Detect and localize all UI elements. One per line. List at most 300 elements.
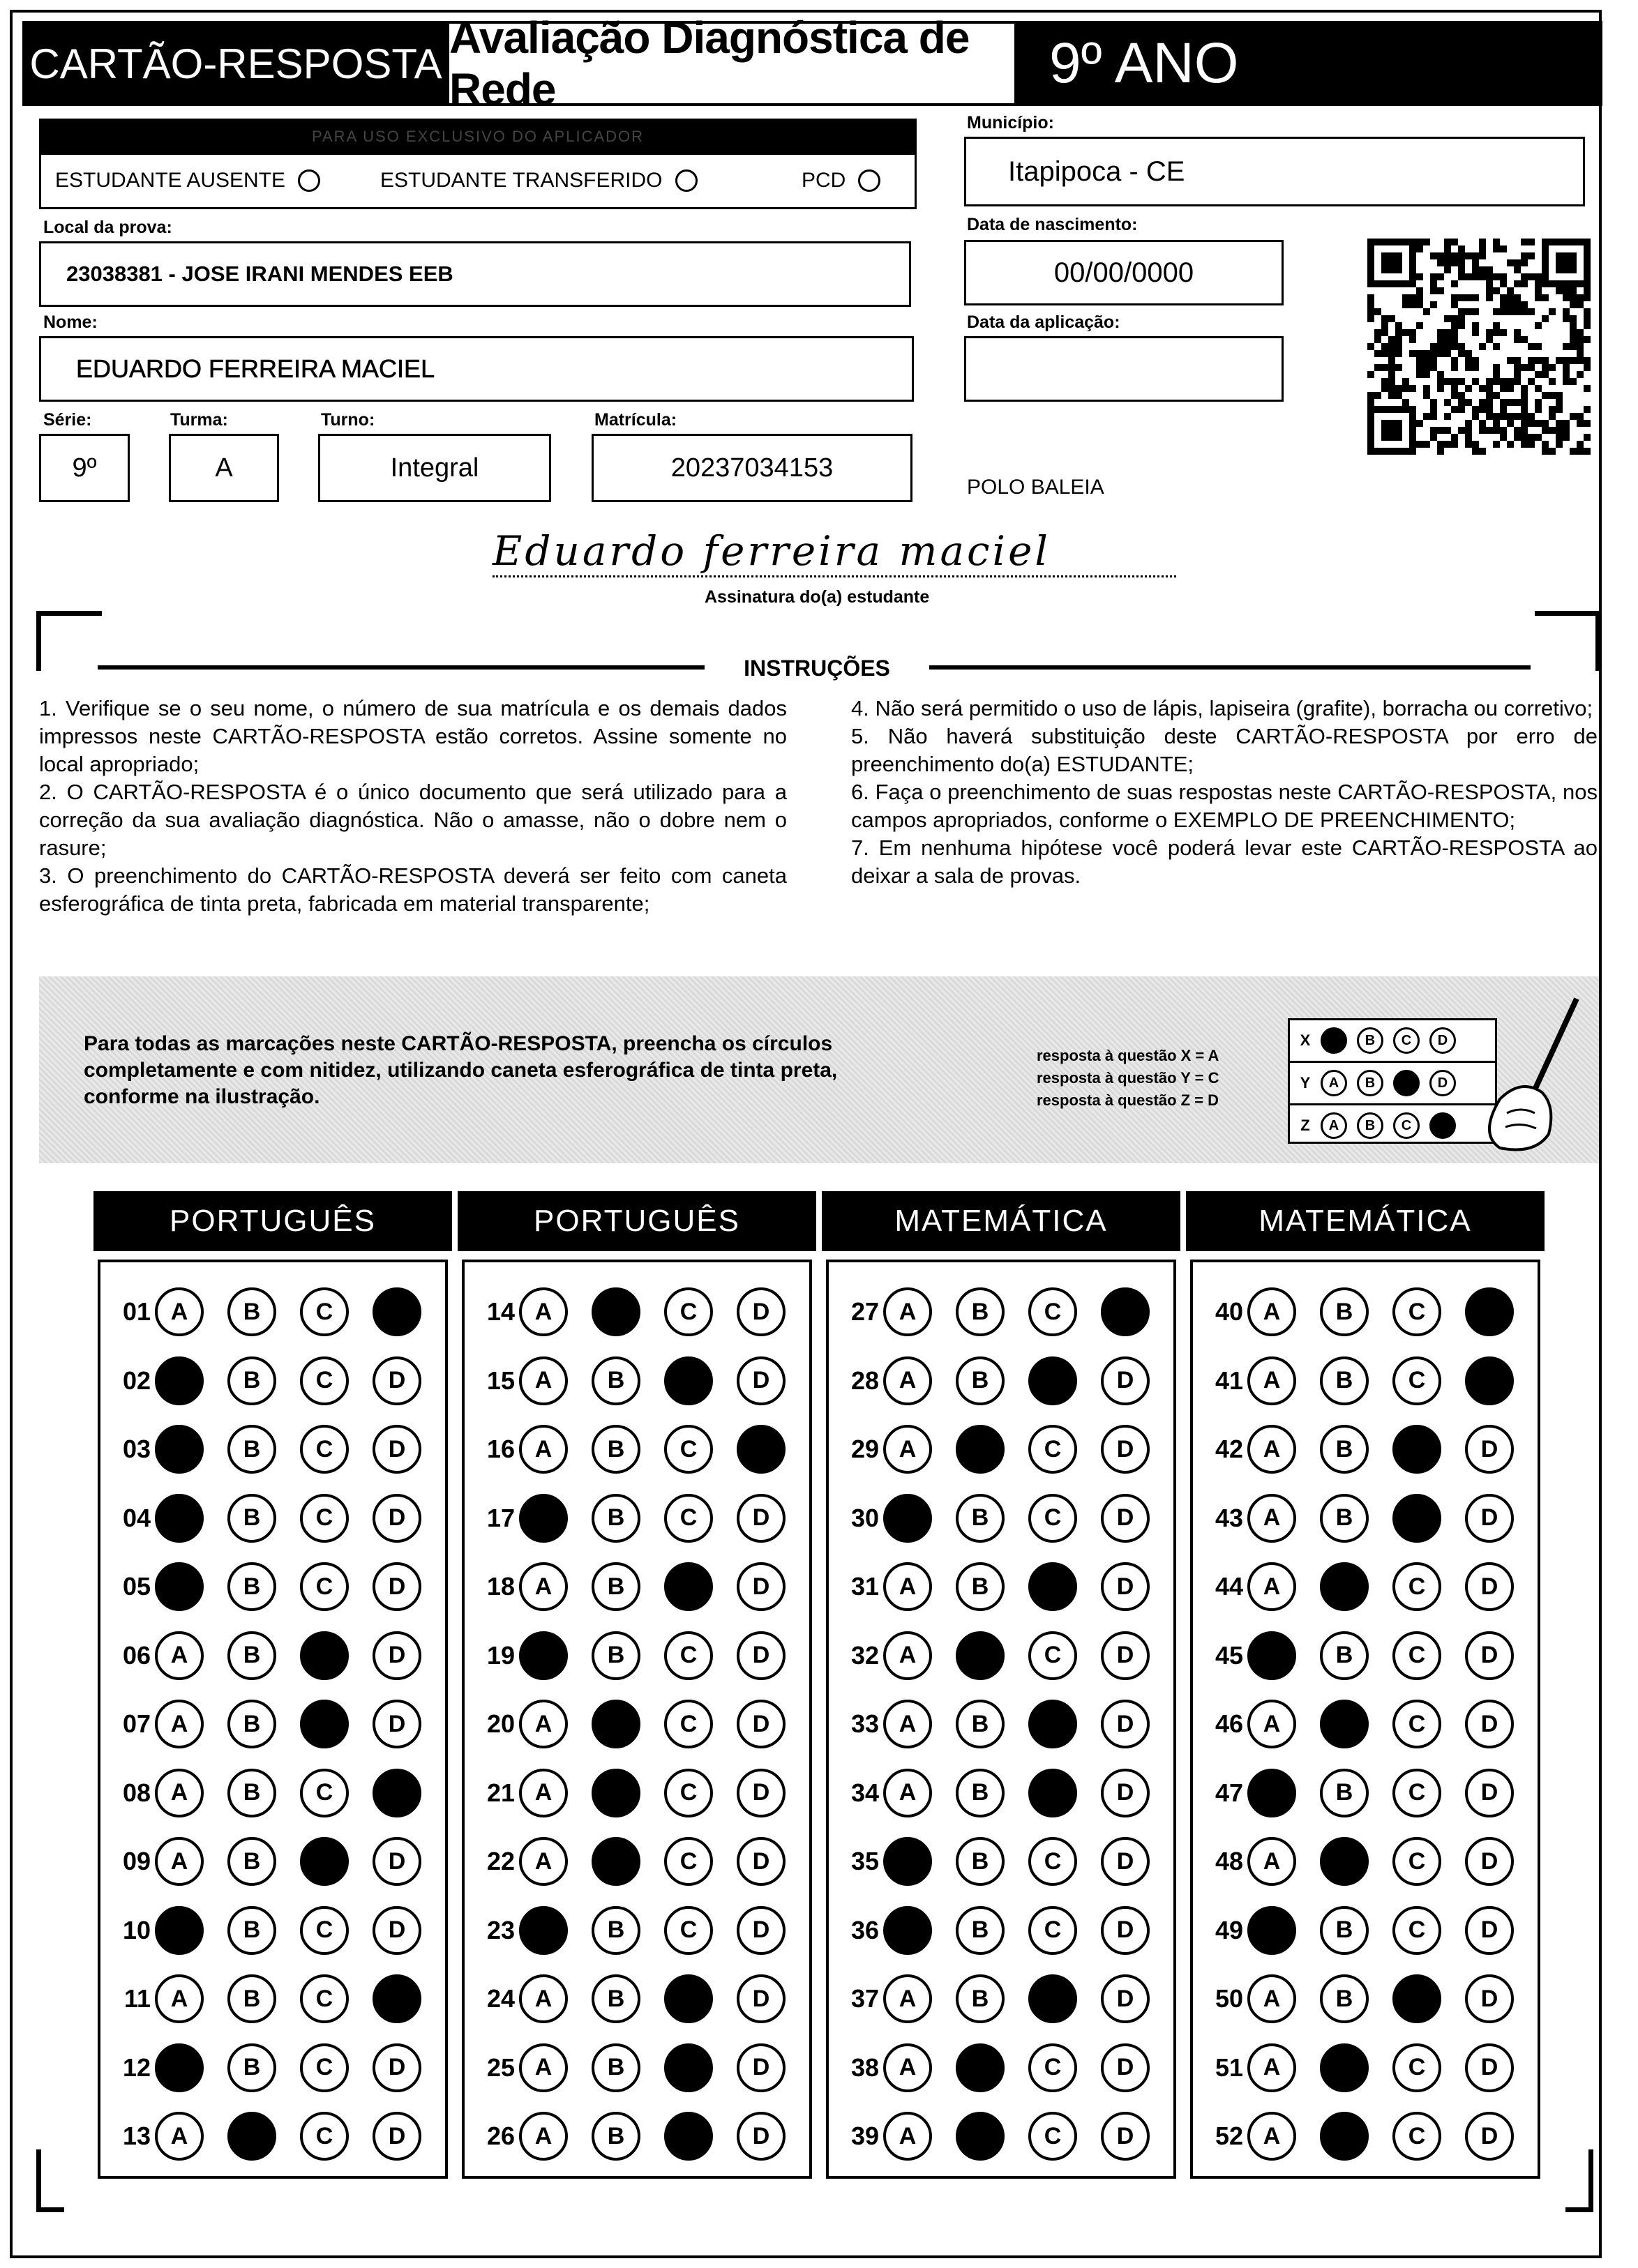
answer-bubble-d[interactable]: D (373, 2043, 421, 2092)
answer-bubble-a[interactable]: A (1247, 1356, 1296, 1405)
answer-bubble-c[interactable]: C (300, 1769, 349, 1817)
answer-bubble-d[interactable]: D (1101, 1700, 1150, 1748)
answer-bubble-d[interactable]: D (1101, 1356, 1150, 1405)
answer-bubble-a[interactable]: A (155, 1631, 204, 1680)
answer-row (1193, 1415, 1538, 1483)
example-text: Para todas as marcações neste CARTÃO-RESPOSTA, preencha os círculos completamente e com nitidez, utilizando caneta esferográfica de tinta preta, conforme na ilustração. (84, 1032, 838, 1108)
answer-bubble-c[interactable] (664, 1356, 713, 1405)
answer-row (100, 1484, 445, 1552)
answer-bubble-b[interactable]: B (956, 1562, 1005, 1611)
question-number: 20 (486, 1709, 515, 1738)
answer-bubble-c[interactable]: C (300, 2043, 349, 2092)
answer-bubble-b[interactable]: B (1320, 1769, 1369, 1817)
answer-bubble-c[interactable]: C (1392, 1700, 1441, 1748)
answer-bubble-d[interactable]: D (737, 1494, 786, 1543)
question-number: 39 (850, 2122, 879, 2150)
answer-column (1190, 1260, 1540, 2179)
instruction-6: 6. Faça o preenchimento de suas respostas neste CARTÃO-RESPOSTA, nos campos apropriados, conforme o EXEMPLO DE PREENCHIMENTO; (851, 780, 1598, 832)
answer-bubble-c[interactable]: C (664, 1837, 713, 1886)
answer-bubble-a[interactable]: A (519, 1837, 568, 1886)
answer-row (1193, 1690, 1538, 1758)
pen-hand-icon (1479, 995, 1584, 1155)
answer-bubble-d[interactable]: D (373, 1700, 421, 1748)
answer-bubble-b[interactable]: B (592, 1631, 640, 1680)
answer-bubble-d[interactable]: D (1465, 1906, 1514, 1955)
answer-bubble-d[interactable]: D (1101, 1425, 1150, 1474)
answer-bubble-d[interactable]: D (737, 1562, 786, 1611)
instructions-left (39, 695, 787, 918)
answer-bubble-d[interactable] (373, 1287, 421, 1336)
answer-bubble-a[interactable]: A (883, 1974, 932, 2023)
instructions-title: INSTRUÇÕES (744, 656, 890, 681)
answer-bubble-d[interactable]: D (1465, 1700, 1514, 1748)
answer-bubble-a[interactable] (883, 1494, 932, 1543)
answer-row (1193, 1484, 1538, 1552)
answer-bubble-c[interactable]: C (1028, 1287, 1077, 1336)
signature-label: Assinatura do(a) estudante (705, 587, 930, 607)
answer-bubble-d[interactable] (737, 1425, 786, 1474)
answer-bubble-d[interactable]: D (373, 1562, 421, 1611)
answer-bubble-c[interactable] (1028, 1562, 1077, 1611)
answer-bubble-a[interactable] (519, 1631, 568, 1680)
answer-bubble-d[interactable]: D (1101, 1837, 1150, 1886)
answer-bubble-c[interactable]: C (1392, 1906, 1441, 1955)
answer-bubble-d[interactable]: D (1465, 1494, 1514, 1543)
answer-bubble-c[interactable]: C (1028, 1631, 1077, 1680)
question-number: 02 (122, 1366, 151, 1395)
question-number: 42 (1215, 1435, 1243, 1463)
answer-bubble-b[interactable] (227, 2112, 276, 2161)
answer-bubble-a[interactable]: A (155, 1287, 204, 1336)
answer-bubble-a[interactable]: A (883, 1631, 932, 1680)
answer-row (465, 1827, 809, 1896)
answer-bubble-c[interactable]: C (300, 1494, 349, 1543)
answer-bubble-b[interactable]: B (227, 1494, 276, 1543)
answer-bubble-d[interactable] (1465, 1287, 1514, 1336)
answer-bubble-c[interactable]: C (1028, 1837, 1077, 1886)
question-number: 46 (1215, 1709, 1243, 1738)
question-number: 37 (850, 1984, 879, 2013)
answer-bubble-d[interactable] (1101, 1287, 1150, 1336)
answer-bubble-d[interactable]: D (737, 1287, 786, 1336)
answer-bubble-a[interactable]: A (883, 1356, 932, 1405)
answer-bubble-c[interactable] (1028, 1769, 1077, 1817)
answer-bubble-b[interactable]: B (227, 2043, 276, 2092)
question-number: 03 (122, 1435, 151, 1463)
answer-bubble-b[interactable]: B (956, 1700, 1005, 1748)
answer-bubble-c[interactable]: C (300, 1287, 349, 1336)
answer-bubble-c[interactable] (664, 2112, 713, 2161)
answer-bubble-c[interactable] (300, 1700, 349, 1748)
answer-bubble-b[interactable] (1320, 2043, 1369, 2092)
answer-bubble-c[interactable]: C (664, 1494, 713, 1543)
answer-bubble-a[interactable]: A (1247, 1837, 1296, 1886)
answer-bubble-c[interactable] (664, 1974, 713, 2023)
question-number: 34 (850, 1778, 879, 1807)
answer-row (1193, 2034, 1538, 2102)
instructions-right (851, 695, 1598, 890)
application-date-label: Data da aplicação: (967, 312, 1120, 332)
answer-bubble-b[interactable] (592, 1837, 640, 1886)
answer-bubble-d[interactable]: D (373, 1837, 421, 1886)
question-number: 14 (486, 1297, 515, 1326)
answer-bubble-b[interactable]: B (592, 1974, 640, 2023)
answer-row (829, 1552, 1173, 1621)
question-number: 41 (1215, 1366, 1243, 1395)
example-bubble (1393, 1070, 1420, 1096)
answer-bubble-d[interactable]: D (373, 1906, 421, 1955)
question-number: 45 (1215, 1640, 1243, 1670)
answer-bubble-b[interactable]: B (956, 1494, 1005, 1543)
turno-field: Integral (318, 434, 551, 502)
answer-bubble-c[interactable]: C (1028, 1906, 1077, 1955)
answer-row (465, 1621, 809, 1690)
answer-bubble-a[interactable] (519, 1494, 568, 1543)
answer-bubble-d[interactable]: D (1101, 1906, 1150, 1955)
answer-bubble-d[interactable]: D (1101, 2043, 1150, 2092)
answer-bubble-b[interactable]: B (592, 1562, 640, 1611)
answer-bubble-b[interactable] (592, 1769, 640, 1817)
answer-column (826, 1260, 1176, 2179)
answer-bubble-a[interactable]: A (155, 1974, 204, 2023)
answer-row (829, 1278, 1173, 1346)
question-number: 21 (486, 1778, 515, 1807)
answer-bubble-d[interactable]: D (737, 1700, 786, 1748)
answer-bubble-d[interactable]: D (1101, 2112, 1150, 2161)
answer-bubble-d[interactable]: D (1101, 1974, 1150, 2023)
answer-bubble-d[interactable]: D (1465, 1425, 1514, 1474)
answer-bubble-c[interactable] (300, 1631, 349, 1680)
answer-row (829, 1484, 1173, 1552)
absent-label: ESTUDANTE AUSENTE (55, 169, 286, 192)
answer-bubble-d[interactable]: D (1101, 1631, 1150, 1680)
answer-bubble-a[interactable]: A (519, 1562, 568, 1611)
answer-bubble-b[interactable] (956, 2112, 1005, 2161)
answer-bubble-d[interactable] (373, 1769, 421, 1817)
answer-bubble-c[interactable]: C (1392, 2112, 1441, 2161)
answer-bubble-a[interactable]: A (519, 2112, 568, 2161)
answer-bubble-b[interactable]: B (1320, 1494, 1369, 1543)
answer-bubble-c[interactable]: C (1392, 2043, 1441, 2092)
answer-bubble-d[interactable]: D (737, 1769, 786, 1817)
answer-bubble-b[interactable] (956, 1425, 1005, 1474)
answer-bubble-a[interactable]: A (519, 1769, 568, 1817)
example-bubble: C (1393, 1112, 1420, 1139)
answer-bubble-a[interactable]: A (519, 1974, 568, 2023)
answer-bubble-c[interactable] (1392, 1974, 1441, 2023)
answer-bubble-c[interactable]: C (1392, 1287, 1441, 1336)
answer-bubble-a[interactable] (155, 1562, 204, 1611)
answer-bubble-a[interactable] (883, 1837, 932, 1886)
question-number: 33 (850, 1709, 879, 1738)
answer-bubble-c[interactable]: C (664, 1700, 713, 1748)
answer-bubble-c[interactable]: C (1392, 1562, 1441, 1611)
answer-bubble-b[interactable]: B (227, 1769, 276, 1817)
example-bubble: A (1321, 1112, 1347, 1139)
answer-bubble-d[interactable]: D (1101, 1494, 1150, 1543)
subject-header: PORTUGUÊS (458, 1191, 816, 1251)
answer-bubble-a[interactable] (155, 1356, 204, 1405)
answer-bubble-a[interactable] (1247, 1906, 1296, 1955)
answer-bubble-a[interactable]: A (155, 1837, 204, 1886)
answer-bubble-b[interactable]: B (1320, 1631, 1369, 1680)
answer-bubble-c[interactable]: C (664, 1425, 713, 1474)
answer-bubble-b[interactable]: B (956, 1287, 1005, 1336)
answer-bubble-c[interactable]: C (300, 1906, 349, 1955)
answer-bubble-d[interactable]: D (1465, 1769, 1514, 1817)
answer-bubble-c[interactable] (664, 1562, 713, 1611)
answer-bubble-d[interactable]: D (1465, 1974, 1514, 2023)
corner-top-right (1535, 611, 1600, 671)
answer-bubble-b[interactable]: B (592, 1494, 640, 1543)
answer-bubble-a[interactable]: A (883, 2112, 932, 2161)
answer-bubble-c[interactable]: C (1028, 1494, 1077, 1543)
answer-bubble-a[interactable]: A (883, 1562, 932, 1611)
answer-bubble-d[interactable]: D (373, 1494, 421, 1543)
question-number: 13 (122, 2122, 151, 2150)
answer-bubble-b[interactable]: B (227, 1700, 276, 1748)
answer-bubble-c[interactable]: C (1028, 1425, 1077, 1474)
answer-bubble-b[interactable] (592, 1287, 640, 1336)
local-label: Local da prova: (43, 218, 172, 237)
answer-bubble-b[interactable] (956, 1631, 1005, 1680)
answer-bubble-b[interactable]: B (956, 1769, 1005, 1817)
pcd-option[interactable] (802, 169, 880, 192)
serie-label: Série: (43, 410, 92, 430)
answer-bubble-b[interactable] (956, 2043, 1005, 2092)
answer-bubble-d[interactable]: D (1465, 1631, 1514, 1680)
answer-bubble-d[interactable]: D (1101, 1562, 1150, 1611)
answer-bubble-d[interactable]: D (737, 2112, 786, 2161)
answer-bubble-b[interactable]: B (1320, 1356, 1369, 1405)
answer-bubble-b[interactable]: B (956, 1837, 1005, 1886)
answer-bubble-d[interactable]: D (1465, 1837, 1514, 1886)
answer-bubble-c[interactable]: C (664, 1769, 713, 1817)
answer-bubble-c[interactable]: C (1028, 2043, 1077, 2092)
answer-bubble-c[interactable]: C (1392, 1769, 1441, 1817)
answer-bubble-d[interactable]: D (737, 2043, 786, 2092)
answer-bubble-b[interactable]: B (1320, 1287, 1369, 1336)
answer-row (465, 1278, 809, 1346)
answer-bubble-a[interactable] (1247, 1769, 1296, 1817)
answer-row (1193, 1896, 1538, 1965)
question-number: 40 (1215, 1297, 1243, 1326)
answer-bubble-d[interactable]: D (737, 1356, 786, 1405)
answer-bubble-d[interactable]: D (737, 1974, 786, 2023)
answer-row (829, 1896, 1173, 1965)
answer-bubble-c[interactable]: C (1392, 1631, 1441, 1680)
answer-bubble-b[interactable] (592, 1700, 640, 1748)
example-bubble: B (1357, 1112, 1383, 1139)
pcd-label: PCD (802, 169, 846, 192)
answer-bubble-a[interactable] (155, 2043, 204, 2092)
municipio-label: Município: (967, 113, 1054, 133)
corner-bottom-left (36, 2149, 64, 2212)
answer-bubble-a[interactable] (155, 1494, 204, 1543)
answer-bubble-c[interactable]: C (300, 1974, 349, 2023)
applicator-bar: PARA USO EXCLUSIVO DO APLICADOR (39, 119, 917, 155)
example-question-label: X (1300, 1031, 1311, 1049)
answer-bubble-c[interactable]: C (300, 1356, 349, 1405)
transferred-option[interactable] (380, 169, 698, 192)
answer-bubble-c[interactable]: C (300, 1562, 349, 1611)
instruction-3: 3. O preenchimento do CARTÃO-RESPOSTA deverá ser feito com caneta esferográfica de tinta preta, fabricada em material transparente; (39, 863, 787, 916)
answer-bubble-a[interactable] (519, 1906, 568, 1955)
question-number: 16 (486, 1435, 515, 1463)
answer-bubble-a[interactable] (1247, 1631, 1296, 1680)
answer-row (465, 1347, 809, 1415)
answer-bubble-a[interactable]: A (519, 1287, 568, 1336)
answer-bubble-a[interactable]: A (1247, 1494, 1296, 1543)
answer-bubble-b[interactable]: B (227, 1562, 276, 1611)
answer-bubble-b[interactable]: B (956, 1906, 1005, 1955)
answer-bubble-c[interactable]: C (300, 1425, 349, 1474)
question-number: 15 (486, 1366, 515, 1395)
answer-bubble-b[interactable]: B (1320, 1425, 1369, 1474)
turma-label: Turma: (170, 410, 228, 430)
header-exam-name: Avaliação Diagnóstica de Rede (449, 21, 1014, 106)
answer-bubble-c[interactable]: C (1392, 1356, 1441, 1405)
answer-bubble-b[interactable] (1320, 1562, 1369, 1611)
answer-bubble-c[interactable] (664, 2043, 713, 2092)
answer-bubble-a[interactable]: A (883, 1700, 932, 1748)
answer-bubble-d[interactable]: D (1101, 1769, 1150, 1817)
question-number: 23 (486, 1915, 515, 1944)
application-date-field[interactable] (964, 336, 1284, 402)
answer-bubble-a[interactable]: A (155, 1769, 204, 1817)
question-number: 24 (486, 1984, 515, 2013)
question-number: 32 (850, 1640, 879, 1670)
transferred-checkbox[interactable] (675, 169, 698, 192)
answer-bubble-d[interactable]: D (737, 1631, 786, 1680)
question-number: 11 (123, 1984, 151, 2013)
answer-bubble-c[interactable] (1028, 1356, 1077, 1405)
answer-bubble-d[interactable]: D (373, 2112, 421, 2161)
answer-row (465, 2034, 809, 2102)
answer-bubble-d[interactable]: D (373, 1356, 421, 1405)
answer-bubble-a[interactable] (155, 1906, 204, 1955)
answer-bubble-c[interactable] (1392, 1494, 1441, 1543)
answer-bubble-b[interactable]: B (227, 1287, 276, 1336)
header-grade: 9º ANO (1049, 31, 1239, 95)
answer-bubble-d[interactable]: D (737, 1906, 786, 1955)
answer-bubble-c[interactable]: C (300, 2112, 349, 2161)
answer-bubble-b[interactable]: B (956, 1974, 1005, 2023)
answer-bubble-a[interactable]: A (1247, 1700, 1296, 1748)
answer-bubble-a[interactable]: A (883, 1425, 932, 1474)
answer-bubble-a[interactable] (883, 1906, 932, 1955)
answer-bubble-b[interactable]: B (227, 1356, 276, 1405)
answer-bubble-c[interactable] (1392, 1425, 1441, 1474)
answer-bubble-c[interactable] (1028, 1700, 1077, 1748)
answer-bubble-a[interactable]: A (519, 1425, 568, 1474)
answer-bubble-a[interactable]: A (155, 2112, 204, 2161)
answer-bubble-b[interactable]: B (227, 1837, 276, 1886)
answer-bubble-b[interactable] (1320, 1837, 1369, 1886)
answer-bubble-b[interactable]: B (227, 1425, 276, 1474)
answer-bubble-b[interactable]: B (1320, 1974, 1369, 2023)
answer-row (829, 1759, 1173, 1827)
answer-bubble-c[interactable] (300, 1837, 349, 1886)
question-number: 36 (850, 1915, 879, 1944)
answer-bubble-b[interactable] (1320, 2112, 1369, 2161)
answer-bubble-b[interactable]: B (227, 1906, 276, 1955)
question-number: 17 (486, 1503, 515, 1532)
answer-bubble-a[interactable]: A (155, 1700, 204, 1748)
answer-bubble-a[interactable]: A (883, 1769, 932, 1817)
name-label: Nome: (43, 312, 98, 332)
example-label-y: resposta à questão Y = C (1037, 1069, 1219, 1087)
answer-bubble-c[interactable]: C (664, 1631, 713, 1680)
answer-bubble-c[interactable] (1028, 1974, 1077, 2023)
question-number: 29 (850, 1435, 879, 1463)
header-title: CARTÃO-RESPOSTA (29, 40, 442, 87)
answer-bubble-d[interactable]: D (1465, 1562, 1514, 1611)
answer-bubble-d[interactable]: D (373, 1631, 421, 1680)
answer-bubble-b[interactable]: B (227, 1974, 276, 2023)
answer-row (100, 2034, 445, 2102)
answer-bubble-a[interactable]: A (519, 1700, 568, 1748)
answer-bubble-b[interactable]: B (592, 1356, 640, 1405)
answer-bubble-a[interactable] (155, 1425, 204, 1474)
answer-bubble-b[interactable]: B (956, 1356, 1005, 1405)
answer-bubble-d[interactable]: D (1465, 2043, 1514, 2092)
answer-bubble-a[interactable]: A (519, 2043, 568, 2092)
answer-bubble-a[interactable]: A (519, 1356, 568, 1405)
question-number: 49 (1215, 1915, 1243, 1944)
answer-bubble-a[interactable]: A (1247, 1562, 1296, 1611)
answer-bubble-d[interactable] (1465, 1356, 1514, 1405)
question-number: 26 (486, 2122, 515, 2150)
answer-bubble-a[interactable]: A (883, 1287, 932, 1336)
answer-bubble-b[interactable]: B (227, 1631, 276, 1680)
answer-column (462, 1260, 812, 2179)
answer-bubble-b[interactable] (1320, 1700, 1369, 1748)
answer-row (100, 1415, 445, 1483)
question-number: 07 (122, 1709, 151, 1738)
example-bubble: B (1357, 1027, 1383, 1054)
answer-bubble-c[interactable]: C (1392, 1837, 1441, 1886)
example-row (1290, 1063, 1495, 1105)
question-number: 06 (122, 1640, 151, 1670)
question-number: 08 (122, 1778, 151, 1807)
answer-bubble-b[interactable]: B (592, 2043, 640, 2092)
answer-row (829, 1827, 1173, 1896)
answer-bubble-b[interactable]: B (592, 1425, 640, 1474)
answer-bubble-a[interactable]: A (1247, 1974, 1296, 2023)
answer-bubble-b[interactable]: B (592, 1906, 640, 1955)
absent-checkbox[interactable] (298, 169, 320, 192)
answer-bubble-d[interactable] (373, 1974, 421, 2023)
answer-bubble-a[interactable]: A (1247, 1287, 1296, 1336)
answer-bubble-b[interactable]: B (592, 2112, 640, 2161)
answer-bubble-d[interactable]: D (1465, 2112, 1514, 2161)
answer-bubble-a[interactable]: A (1247, 2043, 1296, 2092)
birth-field: 00/00/0000 (964, 240, 1284, 305)
answer-row (829, 1415, 1173, 1483)
answer-bubble-c[interactable]: C (664, 1906, 713, 1955)
answer-bubble-a[interactable]: A (1247, 2112, 1296, 2161)
answer-bubble-c[interactable]: C (664, 1287, 713, 1336)
absent-option[interactable] (55, 169, 320, 192)
answer-bubble-d[interactable]: D (373, 1425, 421, 1474)
answer-bubble-a[interactable]: A (1247, 1425, 1296, 1474)
answer-bubble-b[interactable]: B (1320, 1906, 1369, 1955)
answer-bubble-a[interactable]: A (883, 2043, 932, 2092)
answer-bubble-c[interactable]: C (1028, 2112, 1077, 2161)
answer-bubble-d[interactable]: D (737, 1837, 786, 1886)
pcd-checkbox[interactable] (858, 169, 880, 192)
